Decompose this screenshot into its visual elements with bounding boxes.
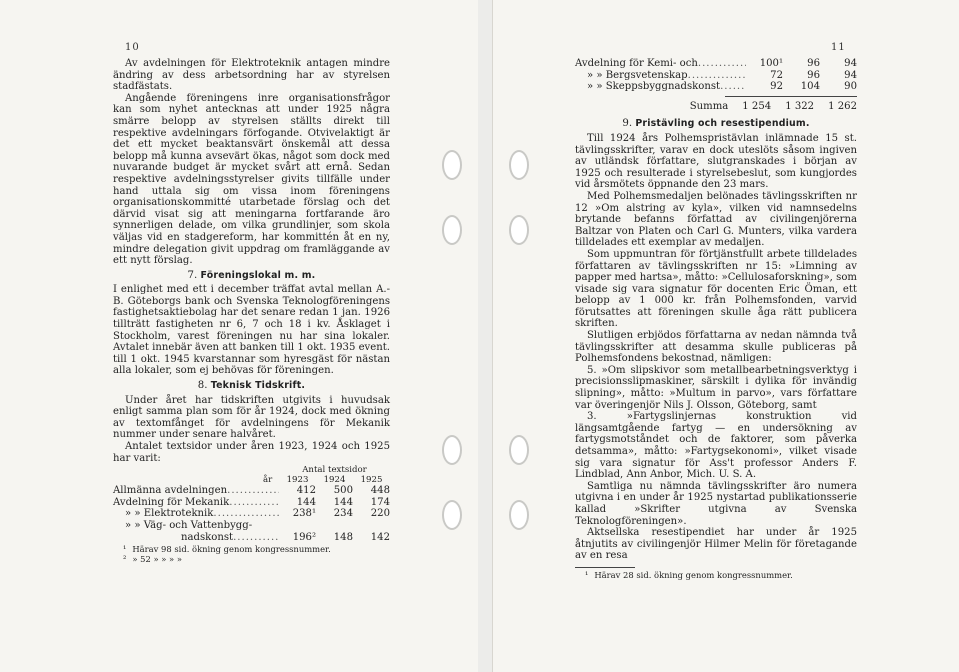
cell: 220	[370, 508, 390, 520]
year-header: 1923	[286, 474, 309, 485]
cell: 238¹	[292, 508, 316, 520]
cell: 448	[370, 485, 390, 497]
table-row	[113, 508, 390, 520]
binder-ring-icon	[442, 150, 462, 180]
paragraph: Som uppmuntran för förtjänstfullt arbete tilldelades författaren av tävlingsskriften nr 15: »Limning av papper med hartsa», måtto: »Cellulosaforskning», som visade sig vara signatur för docenten Eric Öman, ett belopp av 1 000 kr. från Polhemsfonden, varvid förutsattes att föreningen skulle åga rätt publicera skriften.	[575, 248, 857, 330]
year-header: 1924	[323, 474, 346, 485]
table-row	[575, 70, 857, 82]
cell: 92	[770, 81, 783, 93]
cell: 94	[844, 58, 857, 69]
binder-ring-icon	[442, 500, 462, 530]
table-row	[575, 58, 857, 70]
footnote-mark: ¹	[123, 544, 127, 555]
table-header	[113, 466, 390, 476]
cell: 148	[333, 531, 353, 543]
cell: 94	[844, 69, 857, 81]
sum-cell: 1 322	[785, 100, 815, 112]
row-label: » » Bergsvetenskap	[587, 69, 688, 81]
paragraph: Aktsellska resestipendiet har under år 1925 åtnjutits av civilingenjör Hilmer Melin för företagande av en resa	[575, 527, 857, 562]
page-number-left: 10	[125, 42, 140, 53]
sum-cell: 1 254	[742, 100, 772, 112]
section-title: Föreningslokal m. m.	[200, 269, 316, 281]
paragraph: I enlighet med ett i december träffat avtal mellan A.-B. Göteborgs bank och Svenska Teknologföreningens fastighetsaktiebolag har det senare redan 1 jan. 1926 tillträtt fastigheten nr 6, 7 och 18 i kv. Åsklaget i Stockholm, varest föreningen nu har sina lokaler. Avtalet innebär även att banken till 1 okt. 1935 event. till 1 okt. 1945 kvarstannar som hyresgäst för nästan alla lokaler, som ej behövas för föreningen.	[113, 284, 390, 377]
footnote-mark: ¹	[585, 569, 589, 580]
table-row	[113, 485, 390, 497]
section-heading	[113, 270, 390, 282]
paragraph: Till 1924 års Polhemspristävlan inlämnade 15 st. tävlingsskrifter, varav en dock uteslöts såsom ingiven av utländsk författare, slutgranskades i början av 1925 och resulterade i styrelsebeslut, som kungjordes vid årsmötets öppnande den 23 mars.	[575, 132, 857, 191]
sum-cell: 1 262	[828, 100, 857, 112]
cell: 100¹	[759, 58, 783, 69]
table-header-title: Antal textsidor	[302, 465, 367, 476]
cell: 412	[296, 485, 316, 497]
row-label: Avdelning för Mekanik	[113, 496, 230, 508]
table-header-years	[113, 476, 390, 486]
row-label: » » Väg- och Vattenbygg-	[125, 519, 253, 531]
paragraph: 5. »Om slipskivor som metallbearbetningsverktyg i precisionsslipmaskiner, särskilt i dylika för invändig slipning», måtto: »Multum in parvo», vars författare var överingenjör Nils J. Olsson, Göteborg, samt	[575, 364, 857, 411]
cell: 104	[800, 81, 820, 93]
footnote-text: Härav 28 sid. ökning genom kongressnummer.	[594, 569, 793, 580]
footnote	[575, 571, 857, 581]
year-header: 1925	[360, 474, 383, 485]
footnote-mark: ²	[123, 553, 127, 564]
cell: 96	[807, 69, 820, 81]
section-number: 8.	[197, 380, 208, 392]
binder-ring-icon	[509, 435, 529, 465]
cell: 144	[296, 496, 316, 508]
table-row	[113, 497, 390, 509]
right-page	[492, 0, 959, 672]
paragraph: Med Polhemsmedaljen belönades tävlingsskriften nr 12 »Om alstring av kyla», vilken vid namnsedelns brytande befanns författad av civilingenjörerna Baltzar von Platen och Carl G. Munters, vilka vardera tilldelades ett exemplar av medaljen.	[575, 190, 857, 249]
table-row	[113, 520, 390, 532]
paragraph: Av avdelningen för Elektroteknik antagen mindre ändring av dess arbetsordning har av styrelsen stadfästats.	[113, 58, 390, 93]
footnote	[113, 555, 390, 565]
section-heading	[575, 118, 857, 130]
section-number: 7.	[187, 269, 198, 281]
binder-ring-icon	[509, 150, 529, 180]
row-label: Allmänna avdelningen	[113, 485, 228, 497]
cell: 174	[370, 496, 390, 508]
paragraph: 3. »Fartygslinjernas konstruktion vid längsamtgående fartyg — en undersökning av fartygsmotståndet och de faktorer, som påverka detsamma», måtto: »Fartygsekonomi», vilket visade sig vara signatur för Ass't professor Anders F. Lindblad, Ann Anbor, Mich. U. S. A.	[575, 411, 857, 481]
table-row	[575, 81, 857, 93]
right-page-body	[575, 58, 857, 580]
cell: 196²	[292, 531, 316, 543]
paragraph: Antalet textsidor under åren 1923, 1924 och 1925 har varit:	[113, 441, 390, 464]
footnotes	[113, 545, 390, 564]
paragraph: Under året har tidskriften utgivits i huvudsak enligt samma plan som för år 1924, dock med ökning av textomfånget för avdelningens för Mekanik nummer under senare halvåret.	[113, 394, 390, 441]
binder-ring-icon	[509, 215, 529, 245]
binder-ring-icon	[442, 435, 462, 465]
binder-ring-icon	[509, 500, 529, 530]
paragraph: Slutligen erbjödos författarna av nedan nämnda två tävlingsskrifter att desamma skulle publiceras på Polhemsfondens bekostnad, nämligen:	[575, 330, 857, 365]
row-label: Avdelning för Kemi- och	[575, 58, 698, 69]
cell: 500	[333, 485, 353, 497]
table-header-prefix: år	[263, 474, 273, 485]
sum-rule	[725, 96, 857, 97]
footnote-rule	[575, 567, 635, 568]
row-label: nadskonst	[181, 531, 234, 543]
cell: 234	[333, 508, 353, 520]
section-title: Pristävling och resestipendium.	[635, 118, 810, 130]
cell: 144	[333, 496, 353, 508]
cell: 142	[370, 531, 390, 543]
footnote-text: Härav 98 sid. ökning genom kongressnummer.	[132, 544, 331, 555]
book-gutter	[478, 0, 492, 672]
section-number: 9.	[622, 118, 633, 130]
sum-row	[575, 101, 857, 113]
left-page-body	[113, 58, 390, 564]
footnotes	[575, 571, 857, 581]
paragraph: Angående föreningens inre organisationsfrågor kan som nyhet antecknas att under 1925 några smärre belopp av styrelsen ställts direkt till respektive avdelningars förfogande. Otvivelaktigt är det ett mycket beaktansvärt önskemål att dessa belopp må kunna avsevärt ökas, något som dock med nuvarande budget är mycket svårt att ernå. Sedan respektive avdelningsstyrelser givits tillfälle under hand uttala sig om vissa inom föreningens organisationskommitté utarbetade förslag och det därvid visat sig att meningarna fortfarande äro synnerligen delade, om vilka grundlinjer, som skola väljas vid en stadgereform, har kommittén åt en ny, mindre delegation givit uppdrag om framläggande av ett nytt förslag.	[113, 92, 390, 267]
section-heading	[113, 380, 390, 392]
sum-label: Summa	[689, 100, 729, 112]
row-label: » » Elektroteknik	[125, 508, 214, 520]
footnote-text: » 52 » » » »	[132, 553, 182, 564]
binder-ring-icon	[442, 215, 462, 245]
cell: 72	[770, 69, 783, 81]
textsidor-table-continued	[575, 58, 857, 112]
textsidor-table	[113, 466, 390, 543]
cell: 96	[807, 58, 820, 69]
page-number-right: 11	[831, 42, 846, 53]
section-title: Teknisk Tidskrift.	[210, 380, 306, 392]
paragraph: Samtliga nu nämnda tävlingsskrifter äro numera utgivna i en under år 1925 nystartad publikationsserie kallad »Skrifter utgivna av Svenska Teknologföreningen».	[575, 480, 857, 527]
left-page	[0, 0, 479, 672]
cell: 90	[844, 81, 857, 93]
table-row	[113, 532, 390, 544]
row-label: » » Skeppsbyggnadskonst	[587, 81, 721, 93]
